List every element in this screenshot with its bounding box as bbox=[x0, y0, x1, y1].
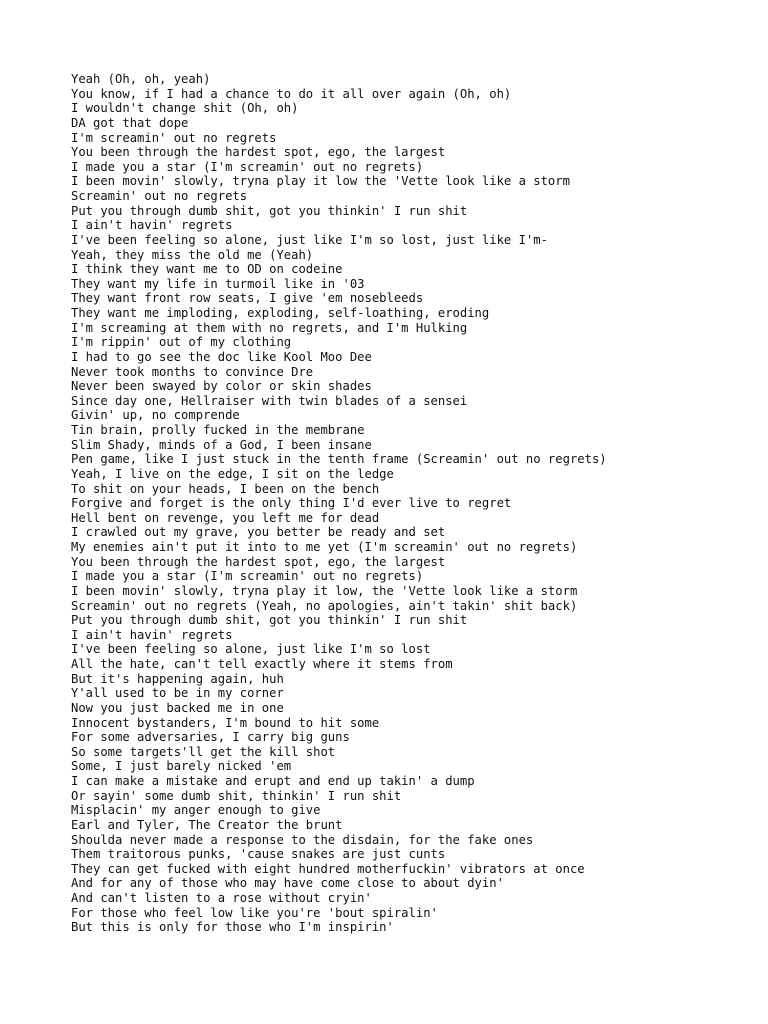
lyric-line: Shoulda never made a response to the disdain, for the fake ones bbox=[71, 832, 534, 847]
lyric-line: I been movin' slowly, tryna play it low, the 'Vette look like a storm bbox=[71, 583, 578, 598]
lyric-line: Y'all used to be in my corner bbox=[71, 686, 284, 701]
lyric-line: So some targets'll get the kill shot bbox=[71, 744, 336, 759]
lyric-line: Put you through dumb shit, got you thinkin' I run shit bbox=[71, 613, 468, 628]
lyric-line: I've been feeling so alone, just like I'm so lost bbox=[71, 642, 431, 657]
lyric-line: I made you a star (I'm screamin' out no regrets) bbox=[71, 159, 424, 174]
lyric-line: Pen game, like I just stuck in the tenth frame (Screamin' out no regrets) bbox=[71, 452, 607, 467]
lyric-line: I ain't havin' regrets bbox=[71, 218, 233, 233]
lyric-line: Some, I just barely nicked 'em bbox=[71, 759, 292, 774]
lyric-line: Hell bent on revenge, you left me for dead bbox=[71, 510, 380, 525]
lyric-line: I'm screamin' out no regrets bbox=[71, 130, 277, 145]
lyric-line: And can't listen to a rose without cryin' bbox=[71, 891, 372, 905]
lyric-line: I had to go see the doc like Kool Moo Dee bbox=[71, 349, 372, 364]
lyric-line: Screamin' out no regrets (Yeah, no apologies, ain't takin' shit back) bbox=[71, 598, 578, 613]
lyrics-text-block bbox=[71, 72, 761, 935]
lyric-line: Put you through dumb shit, got you thinkin' I run shit bbox=[71, 203, 468, 218]
lyric-line: To shit on your heads, I been on the bench bbox=[71, 481, 380, 496]
lyric-line: You been through the hardest spot, ego, the largest bbox=[71, 554, 446, 569]
lyric-line: Screamin' out no regrets bbox=[71, 189, 248, 203]
lyric-line: I'm rippin' out of my clothing bbox=[71, 335, 292, 350]
lyric-line: But this is only for those who I'm inspirin' bbox=[71, 920, 394, 935]
lyric-line: They want me imploding, exploding, self-loathing, eroding bbox=[71, 306, 490, 320]
lyric-line: Now you just backed me in one bbox=[71, 700, 284, 715]
lyric-line: DA got that dope bbox=[71, 115, 189, 130]
lyric-line: Forgive and forget is the only thing I'd ever live to regret bbox=[71, 496, 512, 511]
lyric-line: I've been feeling so alone, just like I'm so lost, just like I'm- bbox=[71, 232, 548, 247]
lyric-line: They want front row seats, I give 'em nosebleeds bbox=[71, 291, 424, 306]
lyric-line: But it's happening again, huh bbox=[71, 671, 284, 686]
lyric-line: They can get fucked with eight hundred motherfuckin' vibrators at once bbox=[71, 861, 585, 876]
lyric-line: Since day one, Hellraiser with twin blades of a sensei bbox=[71, 393, 468, 408]
lyric-line: Misplacin' my anger enough to give bbox=[71, 803, 321, 818]
lyric-line: Earl and Tyler, The Creator the brunt bbox=[71, 817, 343, 832]
lyric-line: All the hate, can't tell exactly where it stems from bbox=[71, 657, 453, 671]
lyric-line: I ain't havin' regrets bbox=[71, 627, 233, 642]
lyric-line: I crawled out my grave, you better be ready and set bbox=[71, 525, 446, 540]
lyric-line: Them traitorous punks, 'cause snakes are just cunts bbox=[71, 847, 446, 862]
lyric-line: I think they want me to OD on codeine bbox=[71, 262, 343, 277]
lyric-line: Givin' up, no comprende bbox=[71, 408, 240, 423]
lyric-line: And for any of those who may have come close to about dyin' bbox=[71, 876, 504, 891]
lyric-line: My enemies ain't put it into to me yet (I'm screamin' out no regrets) bbox=[71, 540, 578, 554]
lyric-line: For some adversaries, I carry big guns bbox=[71, 730, 350, 745]
lyric-line: For those who feel low like you're 'bout spiralin' bbox=[71, 905, 438, 920]
lyric-line: I wouldn't change shit (Oh, oh) bbox=[71, 101, 299, 116]
lyric-line: Slim Shady, minds of a God, I been insane bbox=[71, 437, 372, 452]
lyric-line: Tin brain, prolly fucked in the membrane bbox=[71, 423, 365, 437]
lyric-line: Yeah, I live on the edge, I sit on the ledge bbox=[71, 466, 394, 481]
lyric-line: Never took months to convince Dre bbox=[71, 364, 314, 379]
lyric-line: I made you a star (I'm screamin' out no regrets) bbox=[71, 569, 424, 584]
lyric-line: You know, if I had a chance to do it all over again (Oh, oh) bbox=[71, 86, 512, 101]
lyric-line: Innocent bystanders, I'm bound to hit some bbox=[71, 715, 380, 730]
lyric-line: Yeah, they miss the old me (Yeah) bbox=[71, 247, 314, 262]
lyric-line: I been movin' slowly, tryna play it low the 'Vette look like a storm bbox=[71, 174, 570, 189]
lyric-line: You been through the hardest spot, ego, the largest bbox=[71, 145, 446, 160]
lyric-line: I can make a mistake and erupt and end up takin' a dump bbox=[71, 774, 475, 788]
lyric-line: Never been swayed by color or skin shades bbox=[71, 379, 372, 394]
lyric-line: They want my life in turmoil like in '03 bbox=[71, 276, 365, 291]
lyric-line: Or sayin' some dumb shit, thinkin' I run shit bbox=[71, 788, 402, 803]
document-page bbox=[71, 72, 761, 935]
lyric-line: Yeah (Oh, oh, yeah) bbox=[71, 72, 211, 86]
lyric-line: I'm screaming at them with no regrets, and I'm Hulking bbox=[71, 320, 468, 335]
